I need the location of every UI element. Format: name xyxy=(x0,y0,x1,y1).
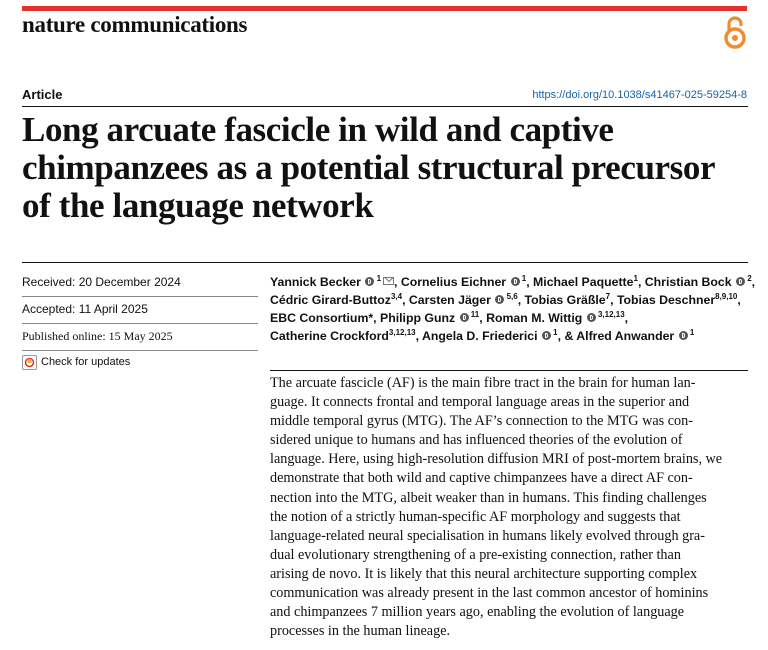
affiliation-superscript: 1 xyxy=(687,327,695,337)
author-name[interactable] xyxy=(533,275,638,289)
author-line: EBC Consortium*, Philipp Gunz $^{11}$, Roman M. Wittig $^{3,12,13}$, xyxy=(270,309,629,325)
check-for-updates-link[interactable] xyxy=(22,351,258,373)
author-name[interactable] xyxy=(525,293,611,307)
author-name[interactable] xyxy=(645,275,752,289)
abstract-line: the notion of a strictly human-specific AF morphology and suggests that xyxy=(270,508,681,525)
journal-name[interactable]: nature communications xyxy=(22,12,248,37)
check-updates-icon xyxy=(22,355,37,370)
author-name[interactable] xyxy=(270,275,394,289)
orcid-icon[interactable] xyxy=(495,295,504,304)
abstract-line: demonstrate that both wild and captive chimpanzees have a direct AF con- xyxy=(270,470,693,487)
abstract-line: language-related neural specialisation in humans likely evolved through gra- xyxy=(270,527,705,544)
abstract-line: middle temporal gyrus (MTG). The AF’s connection to the MTG was con- xyxy=(270,413,693,430)
author-name-text: Christian Bock xyxy=(644,275,732,289)
affiliation-superscript: 7 xyxy=(605,291,611,301)
abstract-line: The arcuate fascicle (AF) is the main fibre tract in the brain for human lan- xyxy=(270,375,696,391)
author-line: Cédric Girard-Buttoz$^{3,4}$, Carsten Jäger $^{5,6}$, Tobias Gräßle$^7$, Tobias Deschner$^{8,9,10}$, xyxy=(270,291,741,307)
abstract-line: guage. It connects frontal and temporal language areas in the superior and xyxy=(270,394,690,411)
header-divider xyxy=(22,106,748,107)
author-name-text: Catherine Crockford xyxy=(270,329,389,343)
author-name[interactable] xyxy=(617,293,737,307)
author-name[interactable] xyxy=(270,329,416,343)
author-name-text: Roman M. Wittig xyxy=(486,311,583,325)
email-icon[interactable] xyxy=(383,277,394,285)
article-type-label: Article xyxy=(22,87,63,102)
author-name[interactable] xyxy=(401,275,526,289)
author-name-text: Yannick Becker xyxy=(270,275,361,289)
accepted-date: Accepted: 11 April 2025 xyxy=(22,297,258,324)
published-date: Published online: 15 May 2025 xyxy=(22,324,258,351)
affiliation-superscript: 3,12,13 xyxy=(388,327,416,337)
author-name[interactable] xyxy=(409,293,518,307)
author-line: Yannick Becker $^1$ , Cornelius Eichner $^1$, Michael Paquette$^1$, Christian Bock $^2$, xyxy=(270,273,756,289)
open-access-lock-icon xyxy=(721,14,749,50)
author-name[interactable] xyxy=(270,293,402,307)
check-for-updates-label: Check for updates xyxy=(41,356,131,368)
meta-divider xyxy=(22,262,748,263)
abstract-divider xyxy=(270,370,748,371)
affiliation-superscript: 5,6 xyxy=(504,291,518,301)
article-dates xyxy=(22,270,258,373)
author-list xyxy=(270,273,760,345)
author-name-text: Philipp Gunz xyxy=(380,311,456,325)
affiliation-superscript: 3,12,13 xyxy=(595,309,625,319)
author-name-text: EBC Consortium* xyxy=(270,311,374,325)
author-name-text: Carsten Jäger xyxy=(408,293,491,307)
abstract-line: sidered unique to humans and has influenced theories of the evolution of xyxy=(270,432,683,449)
abstract-line: and chimpanzees 7 million years ago, enabling the evolution of language xyxy=(270,604,685,621)
author-name-text: Michael Paquette xyxy=(533,275,634,289)
abstract-line: nection into the MTG, albeit weaker than in humans. This finding challenges xyxy=(270,489,707,506)
orcid-icon[interactable] xyxy=(542,331,551,340)
author-line: Catherine Crockford$^{3,12,13}$, Angela D. Friederici $^1$, & Alfred Anwander $^1$ xyxy=(270,327,695,343)
author-name-text: & Alfred Anwander xyxy=(564,329,675,343)
author-name-text: Cédric Girard-Buttoz xyxy=(270,293,391,307)
abstract xyxy=(270,374,748,641)
affiliation-superscript: 11 xyxy=(468,309,480,319)
affiliation-superscript: 1 xyxy=(633,273,638,283)
author-name-text: Tobias Deschner xyxy=(616,293,716,307)
affiliation-superscript: 8,9,10 xyxy=(715,291,738,301)
author-name-text: Cornelius Eichner xyxy=(400,275,507,289)
abstract-line: language. Here, using high-resolution diffusion MRI of post-mortem brains, we xyxy=(270,451,723,468)
author-name[interactable] xyxy=(270,311,373,325)
orcid-icon[interactable] xyxy=(736,277,745,286)
abstract-line: communication was already present in the last common ancestor of hominins xyxy=(270,585,709,602)
orcid-icon[interactable] xyxy=(679,331,688,340)
received-date: Received: 20 December 2024 xyxy=(22,270,258,297)
orcid-icon[interactable] xyxy=(365,277,374,286)
author-name[interactable] xyxy=(564,329,694,343)
affiliation-superscript: 1 xyxy=(550,327,558,337)
affiliation-superscript: 1 xyxy=(519,273,527,283)
doi-link[interactable]: https://doi.org/10.1038/s41467-025-59254-8 xyxy=(532,89,747,101)
abstract-line: processes in the human lineage. xyxy=(270,623,451,640)
abstract-line: arising de novo. It is likely that this neural architecture supporting complex xyxy=(270,565,698,582)
author-name[interactable] xyxy=(380,311,479,325)
author-name[interactable] xyxy=(486,311,625,325)
affiliation-superscript: 2 xyxy=(744,273,752,283)
author-name-text: Angela D. Friederici xyxy=(422,329,538,343)
abstract-line: dual evolutionary strengthening of a pre-existing connection, rather than xyxy=(270,546,681,563)
orcid-icon[interactable] xyxy=(511,277,520,286)
affiliation-superscript: 3,4 xyxy=(390,291,403,301)
author-name-text: Tobias Gräßle xyxy=(524,293,606,307)
author-name[interactable] xyxy=(422,329,558,343)
article-title: Long arcuate fascicle in wild and captive chimpanzees as a potential structural precursor of the language network xyxy=(22,110,715,225)
journal-accent-bar xyxy=(22,6,747,11)
orcid-icon[interactable] xyxy=(460,313,469,322)
affiliation-superscript: 1 xyxy=(374,273,382,283)
orcid-icon[interactable] xyxy=(587,313,596,322)
